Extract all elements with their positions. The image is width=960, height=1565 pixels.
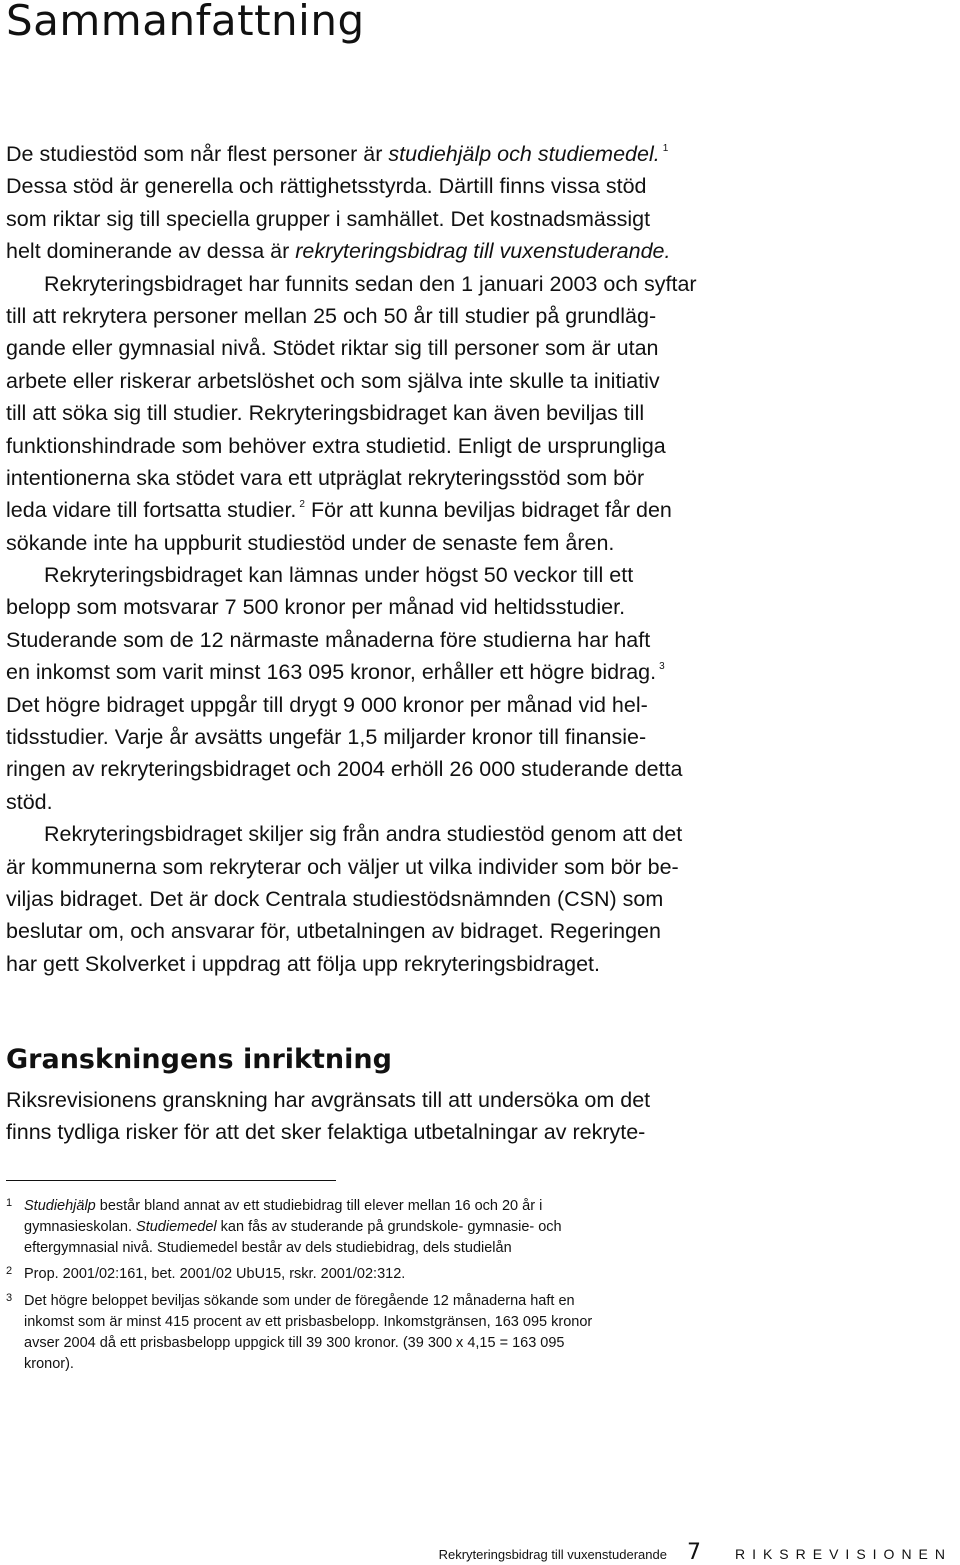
footnote-number: 3: [6, 1292, 13, 1305]
body-line: [6, 494, 726, 526]
footnote-ref: 1: [662, 143, 669, 154]
body-line: stöd.: [6, 789, 53, 814]
body-line: viljas bidraget. Det är dock Centrala studiestödsnämnden (CSN) som: [6, 886, 664, 911]
body-line: Studerande som de 12 närmaste månaderna före studierna har haft: [6, 627, 651, 652]
body-line: beslutar om, och ansvarar för, utbetalningen av bidraget. Regeringen: [6, 919, 661, 944]
footnote-2: [6, 1264, 726, 1285]
section-line: Riksrevisionens granskning har avgränsats till att undersöka om det: [6, 1088, 651, 1112]
body-line: Rekryteringsbidraget har funnits sedan den 1 januari 2003 och syftar: [44, 271, 697, 296]
footnote-line: inkomst som är minst 415 procent av ett prisbasbelopp. Inkomstgränsen, 163 095 kronor: [24, 1313, 593, 1330]
body-line: till att söka sig till studier. Rekryteringsbidraget kan även beviljas till: [6, 401, 645, 426]
body-line: Rekryteringsbidraget kan lämnas under högst 50 veckor till ett: [44, 563, 634, 588]
body-line: Det högre bidraget uppgår till drygt 9 000 kronor per månad vid hel-: [6, 692, 648, 717]
section-body: [6, 1084, 726, 1149]
footnote-3: [6, 1291, 726, 1374]
footnotes: [6, 1196, 726, 1380]
body-line: har gett Skolverket i uppdrag att följa upp rekryteringsbidraget.: [6, 951, 600, 976]
footnote-number: 2: [6, 1265, 13, 1278]
footnote-number: 1: [6, 1197, 13, 1209]
page-number: 7: [686, 1540, 701, 1565]
body-line: Dessa stöd är generella och rättighetsstyrda. Därtill finns vissa stöd: [6, 174, 647, 199]
body-line: är kommunerna som rekryterar och väljer ut vilka individer som bör be-: [6, 854, 679, 879]
footnote-ref: 3: [659, 661, 665, 673]
body-line: [6, 656, 726, 688]
summary-body: [6, 138, 726, 980]
page-title: Sammanfattning: [6, 0, 365, 45]
page-footer: [439, 1540, 952, 1564]
body-line: Rekryteringsbidraget skiljer sig från andra studiestöd genom att det: [44, 822, 683, 847]
body-line: gande eller gymnasial nivå. Stödet riktar sig till personer som är utan: [6, 336, 659, 361]
body-line-text: en inkomst som varit minst 163 095 kronor, erhåller ett högre bidrag.: [6, 660, 657, 685]
body-line: sökande inte ha uppburit studiestöd under de senaste fem åren.: [6, 530, 615, 555]
footnote-ref: 2: [299, 499, 305, 511]
body-line: funktionshindrade som behöver extra studietid. Enligt de ursprungliga: [6, 433, 666, 458]
footnote-line: eftergymnasial nivå. Studiemedel består av dels studiebidrag, dels studielån: [24, 1239, 512, 1256]
footnote-line: Prop. 2001/02:161, bet. 2001/02 UbU15, rskr. 2001/02:312.: [24, 1266, 406, 1283]
body-line: intentionerna ska stödet vara ett utpräglat rekryteringsstöd som bör: [6, 465, 645, 490]
section-heading: Granskningens inriktning: [6, 1044, 392, 1075]
footnote-line: kronor).: [24, 1355, 74, 1372]
footnote-divider: [6, 1180, 336, 1181]
body-line: belopp som motsvarar 7 500 kronor per månad vid heltidsstudier.: [6, 595, 626, 620]
body-line: till att rekrytera personer mellan 25 och 50 år till studier på grundläg-: [6, 303, 657, 328]
section-line: finns tydliga risker för att det sker felaktiga utbetalningar av rekryte-: [6, 1120, 646, 1145]
body-line: [6, 138, 726, 170]
footnote-1: [6, 1196, 726, 1258]
body-line: arbete eller riskerar arbetslöshet och som själva inte skulle ta initiativ: [6, 368, 660, 393]
footnote-line: Studiehjälp består bland annat av ett studiebidrag till elever mellan 16 och 20 år i: [24, 1198, 543, 1214]
body-line-text: leda vidare till fortsatta studier.: [6, 498, 297, 523]
body-line-text: De studiestöd som når flest personer är studiehjälp och studiemedel.: [6, 142, 660, 166]
body-line: som riktar sig till speciella grupper i samhället. Det kostnadsmässigt: [6, 206, 651, 231]
footer-doc-title: Rekryteringsbidrag till vuxenstuderande: [438, 1547, 667, 1562]
footnote-line: avser 2004 då ett prisbasbelopp uppgick till 39 300 kronor. (39 300 x 4,15 = 163 095: [24, 1334, 565, 1351]
body-line: ringen av rekryteringsbidraget och 2004 erhöll 26 000 studerande detta: [6, 757, 683, 782]
body-line-text: För att kunna beviljas bidraget får den: [304, 498, 672, 523]
body-line: helt dominerande av dessa är rekryteringsbidrag till vuxenstuderande.: [6, 239, 671, 264]
footnote-line: Det högre beloppet beviljas sökande som under de föregående 12 månaderna haft en: [24, 1293, 575, 1310]
brand-logo: RIKSREVISIONEN: [734, 1546, 952, 1562]
footnote-line: gymnasieskolan. Studiemedel kan fås av studerande på grundskole- gymnasie- och: [24, 1218, 562, 1235]
body-line: tidsstudier. Varje år avsätts ungefär 1,5 miljarder kronor till finansie-: [6, 725, 647, 750]
